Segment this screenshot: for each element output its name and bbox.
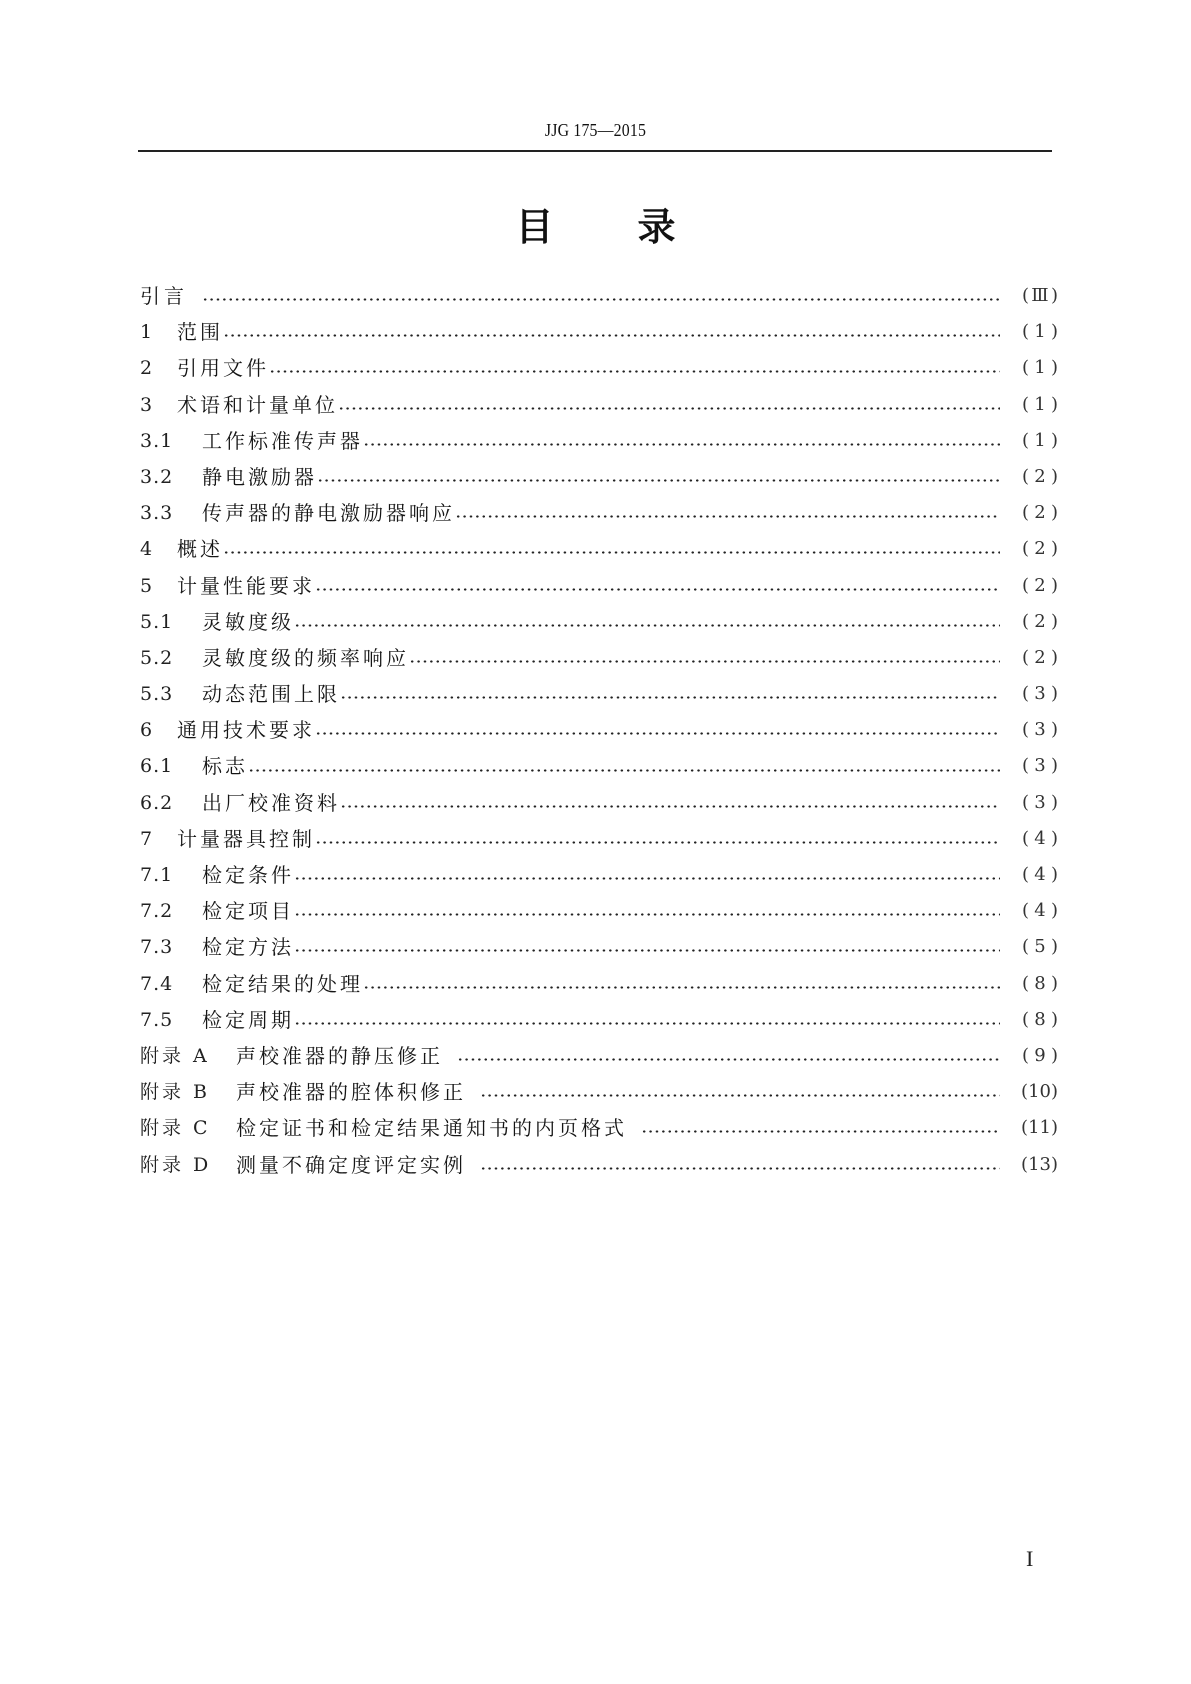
toc-entry-title: 引言: [140, 284, 188, 308]
toc-entry-page: ( 8 ): [1010, 966, 1058, 1002]
toc-entry[interactable]: [140, 1074, 1058, 1110]
page-ref: 1: [1034, 393, 1046, 415]
toc-entry[interactable]: [140, 387, 1058, 423]
toc-entry-number: 7.5: [140, 1008, 174, 1031]
toc-entry-title: 工作标准传声器: [202, 428, 363, 453]
page-ref: 9: [1034, 1044, 1046, 1066]
toc-entry-title: 检定周期: [202, 1007, 294, 1032]
page-ref: 11: [1028, 1117, 1051, 1139]
toc-entry-number: 3.3: [140, 502, 174, 525]
toc-entry[interactable]: [140, 495, 1058, 531]
toc-entry-page: ( 3 ): [1010, 748, 1058, 784]
standard-code: JJG 175—2015: [544, 120, 647, 140]
title-char-1: 目: [515, 205, 554, 249]
dot-leader: [455, 495, 1000, 531]
toc-entry-page: ( 4 ): [1010, 821, 1058, 857]
dot-leader: [315, 821, 1000, 857]
page-ref: 4: [1034, 900, 1046, 922]
toc-entry-title: 检定证书和检定结果通知书的内页格式: [236, 1116, 627, 1141]
toc-entry-title: 出厂校准资料: [202, 790, 340, 815]
toc-entry-title: 术语和计量单位: [177, 392, 338, 417]
dot-leader: [269, 350, 1000, 386]
toc-entry[interactable]: [140, 929, 1058, 965]
toc-entry-page: ( 2 ): [1010, 568, 1058, 604]
toc-entry-number: 7.3: [140, 936, 174, 959]
page-ref: 5: [1034, 936, 1046, 958]
toc-entry-title: 声校准器的静压修正: [236, 1043, 443, 1068]
toc-entry[interactable]: [140, 459, 1058, 495]
toc-entry-title: 计量器具控制: [177, 826, 315, 851]
dot-leader: [294, 929, 1000, 965]
toc-entry-page: ( 2 ): [1010, 640, 1058, 676]
toc-entry-title: 计量性能要求: [177, 573, 315, 598]
toc-entry[interactable]: [140, 314, 1058, 350]
toc-entry[interactable]: [140, 278, 1058, 314]
toc-entry-number: 5: [140, 574, 154, 597]
dot-leader: [363, 966, 1000, 1002]
toc-entry[interactable]: [140, 1110, 1058, 1146]
toc-entry-title: 范围: [177, 320, 223, 345]
toc-entry-page: ( 5 ): [1010, 929, 1058, 965]
page-ref: 8: [1034, 1008, 1046, 1030]
dot-leader: [340, 676, 1000, 712]
dot-leader: [315, 568, 1000, 604]
toc-entry-title: 标志: [202, 754, 248, 779]
toc-entry-page: ( 3 ): [1010, 676, 1058, 712]
toc-entry[interactable]: [140, 531, 1058, 567]
page-ref: 2: [1034, 538, 1046, 560]
page-ref: Ⅲ: [1031, 285, 1049, 306]
page-ref: 8: [1034, 972, 1046, 994]
table-of-contents: [140, 278, 1058, 1183]
page-ref: 1: [1034, 321, 1046, 343]
toc-entry-number: 7: [140, 827, 154, 850]
page-ref: 2: [1034, 502, 1046, 524]
dot-leader: [294, 893, 1000, 929]
dot-leader: [223, 531, 1000, 567]
page-ref: 2: [1034, 646, 1046, 668]
toc-entry[interactable]: [140, 785, 1058, 821]
header-rule: [138, 150, 1052, 152]
dot-leader: [363, 423, 1000, 459]
dot-leader: [202, 278, 1000, 314]
dot-leader: [248, 749, 1000, 785]
toc-entry[interactable]: [140, 640, 1058, 676]
dot-leader: [294, 604, 1000, 640]
toc-entry[interactable]: [140, 1002, 1058, 1038]
toc-entry-number: 7.2: [140, 900, 174, 923]
page-number: I: [1026, 1546, 1034, 1571]
toc-entry-title: 动态范围上限: [202, 682, 340, 707]
dot-leader: [641, 1110, 1000, 1146]
toc-entry-page: (11): [1010, 1110, 1058, 1146]
page-ref: 2: [1034, 610, 1046, 632]
toc-entry-page: ( 1 ): [1010, 314, 1058, 350]
toc-entry-page: ( 2 ): [1010, 495, 1058, 531]
toc-entry-page: ( 4 ): [1010, 857, 1058, 893]
toc-entry[interactable]: [140, 568, 1058, 604]
toc-entry[interactable]: [140, 857, 1058, 893]
dot-leader: [480, 1074, 1000, 1110]
toc-entry-number: 7.4: [140, 972, 174, 995]
toc-entry-number: 附录 C: [140, 1117, 211, 1140]
toc-entry-number: 5.1: [140, 610, 174, 633]
page-ref: 2: [1034, 574, 1046, 596]
toc-entry-number: 3.2: [140, 465, 174, 488]
dot-leader: [317, 459, 1000, 495]
dot-leader: [409, 640, 1000, 676]
toc-entry-page: ( 2 ): [1010, 604, 1058, 640]
page-ref: 4: [1034, 827, 1046, 849]
page-ref: 10: [1028, 1081, 1051, 1103]
dot-leader: [223, 314, 1000, 350]
page-ref: 3: [1034, 755, 1046, 777]
page-ref: 1: [1034, 429, 1046, 451]
toc-entry[interactable]: [140, 821, 1058, 857]
dot-leader: [294, 1002, 1000, 1038]
toc-entry[interactable]: [140, 893, 1058, 929]
dot-leader: [294, 857, 1000, 893]
toc-entry-page: ( 3 ): [1010, 712, 1058, 748]
page-ref: 3: [1034, 719, 1046, 741]
toc-entry-page: ( 1 ): [1010, 350, 1058, 386]
toc-entry-number: 3: [140, 393, 154, 416]
page-ref: 1: [1034, 357, 1046, 379]
toc-entry-page: ( 1 ): [1010, 387, 1058, 423]
toc-entry[interactable]: [140, 604, 1058, 640]
toc-entry-number: 5.3: [140, 683, 174, 706]
toc-entry-page: (13): [1010, 1147, 1058, 1183]
toc-entry-title: 通用技术要求: [177, 718, 315, 743]
toc-entry-number: 附录 D: [140, 1153, 212, 1176]
toc-entry-number: 1: [140, 321, 154, 344]
dot-leader: [457, 1038, 1000, 1074]
toc-entry-number: 6.1: [140, 755, 174, 778]
toc-entry[interactable]: [140, 1038, 1058, 1074]
toc-entry-title: 传声器的静电激励器响应: [202, 501, 455, 526]
toc-entry-title: 检定方法: [202, 935, 294, 960]
dot-leader: [340, 785, 1000, 821]
toc-entry-number: 附录 A: [140, 1044, 210, 1067]
toc-entry-page: ( 3 ): [1010, 785, 1058, 821]
running-header: [71, 120, 1119, 141]
toc-entry[interactable]: [140, 966, 1058, 1002]
toc-entry-page: ( 2 ): [1010, 531, 1058, 567]
page-title: [0, 196, 1191, 251]
toc-entry-number: 7.1: [140, 864, 174, 886]
page-ref: 3: [1034, 791, 1046, 813]
dot-leader: [315, 712, 1000, 748]
toc-entry[interactable]: [140, 1147, 1058, 1183]
toc-entry[interactable]: [140, 676, 1058, 712]
toc-entry-number: 5.2: [140, 646, 174, 669]
toc-entry-title: 检定条件: [202, 863, 294, 887]
toc-entry[interactable]: [140, 350, 1058, 386]
page-ref: 13: [1028, 1153, 1051, 1175]
toc-entry-title: 引用文件: [177, 356, 269, 381]
page-ref: 2: [1034, 465, 1046, 487]
toc-entry-page: ( 9 ): [1010, 1038, 1058, 1074]
dot-leader: [338, 387, 1000, 423]
toc-entry-title: 检定项目: [202, 899, 294, 924]
toc-entry-page: ( 2 ): [1010, 459, 1058, 495]
toc-entry-title: 灵敏度级的频率响应: [202, 645, 409, 670]
toc-entry-title: 声校准器的腔体积修正: [236, 1080, 466, 1105]
toc-entry-number: 附录 B: [140, 1081, 211, 1104]
toc-entry-title: 概述: [177, 537, 223, 562]
toc-entry-title: 灵敏度级: [202, 609, 294, 634]
toc-entry-number: 6: [140, 719, 154, 742]
toc-entry-number: 2: [140, 357, 154, 380]
toc-entry[interactable]: [140, 748, 1058, 784]
page-ref: 3: [1034, 683, 1046, 705]
title-char-2: 录: [637, 205, 676, 249]
dot-leader: [480, 1147, 1000, 1183]
toc-entry-number: 6.2: [140, 791, 174, 814]
toc-entry-page: (10): [1010, 1074, 1058, 1110]
toc-entry-title: 检定结果的处理: [202, 971, 363, 996]
toc-entry-page: ( 8 ): [1010, 1002, 1058, 1038]
toc-entry-page: ( 1 ): [1010, 423, 1058, 459]
toc-entry[interactable]: [140, 712, 1058, 748]
toc-entry-page: ( 4 ): [1010, 893, 1058, 929]
toc-entry-title: 静电激励器: [202, 464, 317, 489]
toc-entry-title: 测量不确定度评定实例: [236, 1152, 466, 1177]
toc-entry[interactable]: [140, 423, 1058, 459]
toc-entry-page: ( Ⅲ ): [1010, 278, 1058, 314]
toc-entry-number: 3.1: [140, 429, 174, 452]
page-ref: 4: [1034, 864, 1046, 885]
toc-entry-number: 4: [140, 538, 154, 561]
